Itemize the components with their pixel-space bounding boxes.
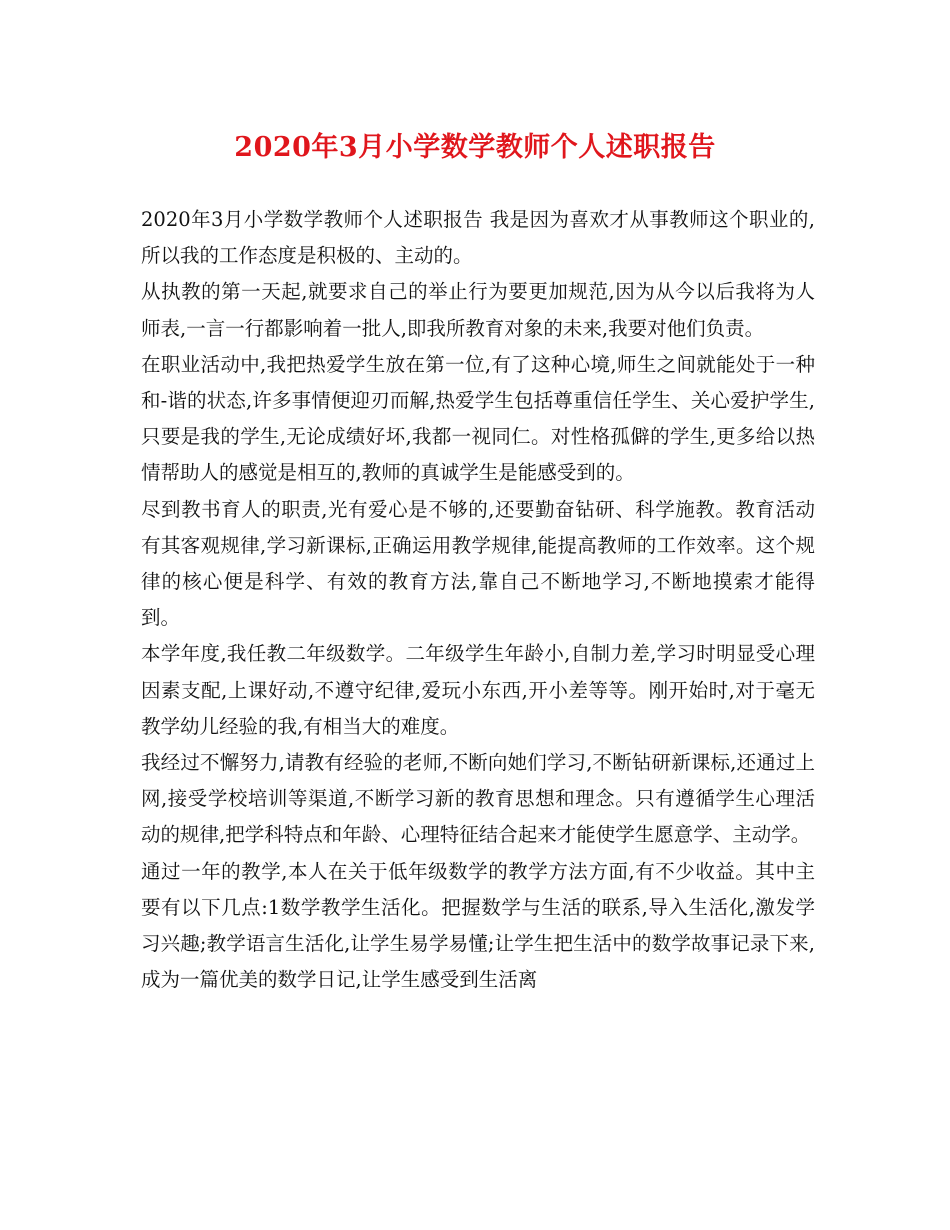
document-body: [141, 202, 815, 998]
paragraph-4: 尽到教书育人的职责,光有爱心是不够的,还要勤奋钻研、科学施教。教育活动有其客观规律,学习新课标,正确运用教学规律,能提高教师的工作效率。这个规律的核心便是科学、有效的教育方法,靠自己不断地学习,不断地摸索才能得到。: [141, 497, 815, 630]
paragraph-5: 本学年度,我任教二年级数学。二年级学生年龄小,自制力差,学习时明显受心理因素支配,上课好动,不遵守纪律,爱玩小东西,开小差等等。刚开始时,对于毫无教学幼儿经验的我,有相当大的难度。: [141, 642, 815, 738]
paragraph-2: 从执教的第一天起,就要求自己的举止行为要更加规范,因为从今以后我将为人师表,一言一行都影响着一批人,即我所教育对象的未来,我要对他们负责。: [141, 280, 815, 340]
paragraph-3: 在职业活动中,我把热爱学生放在第一位,有了这种心境,师生之间就能处于一种和-谐的状态,许多事情便迎刃而解,热爱学生包括尊重信任学生、关心爱护学生,只要是我的学生,无论成绩好坏,我都一视同仁。对性格孤僻的学生,更多给以热情帮助人的感觉是相互的,教师的真诚学生是能感受到的。: [141, 352, 815, 485]
page-title: 2020年3月小学数学教师个人述职报告: [234, 132, 716, 163]
paragraph-7: 通过一年的教学,本人在关于低年级数学的教学方法方面,有不少收益。其中主要有以下几点:1数学教学生活化。把握数学与生活的联系,导入生活化,激发学习兴趣;教学语言生活化,让学生易学易懂;让学生把生活中的数学故事记录下来,成为一篇优美的数学日记,让学生感受到生活离: [141, 859, 815, 992]
paragraph-6: 我经过不懈努力,请教有经验的老师,不断向她们学习,不断钻研新课标,还通过上网,接受学校培训等渠道,不断学习新的教育思想和理念。只有遵循学生心理活动的规律,把学科特点和年龄、心理特征结合起来才能使学生愿意学、主动学。: [141, 751, 815, 847]
paragraph-1: 2020年3月小学数学教师个人述职报告 我是因为喜欢才从事教师这个职业的,所以我的工作态度是积极的、主动的。: [141, 208, 815, 268]
